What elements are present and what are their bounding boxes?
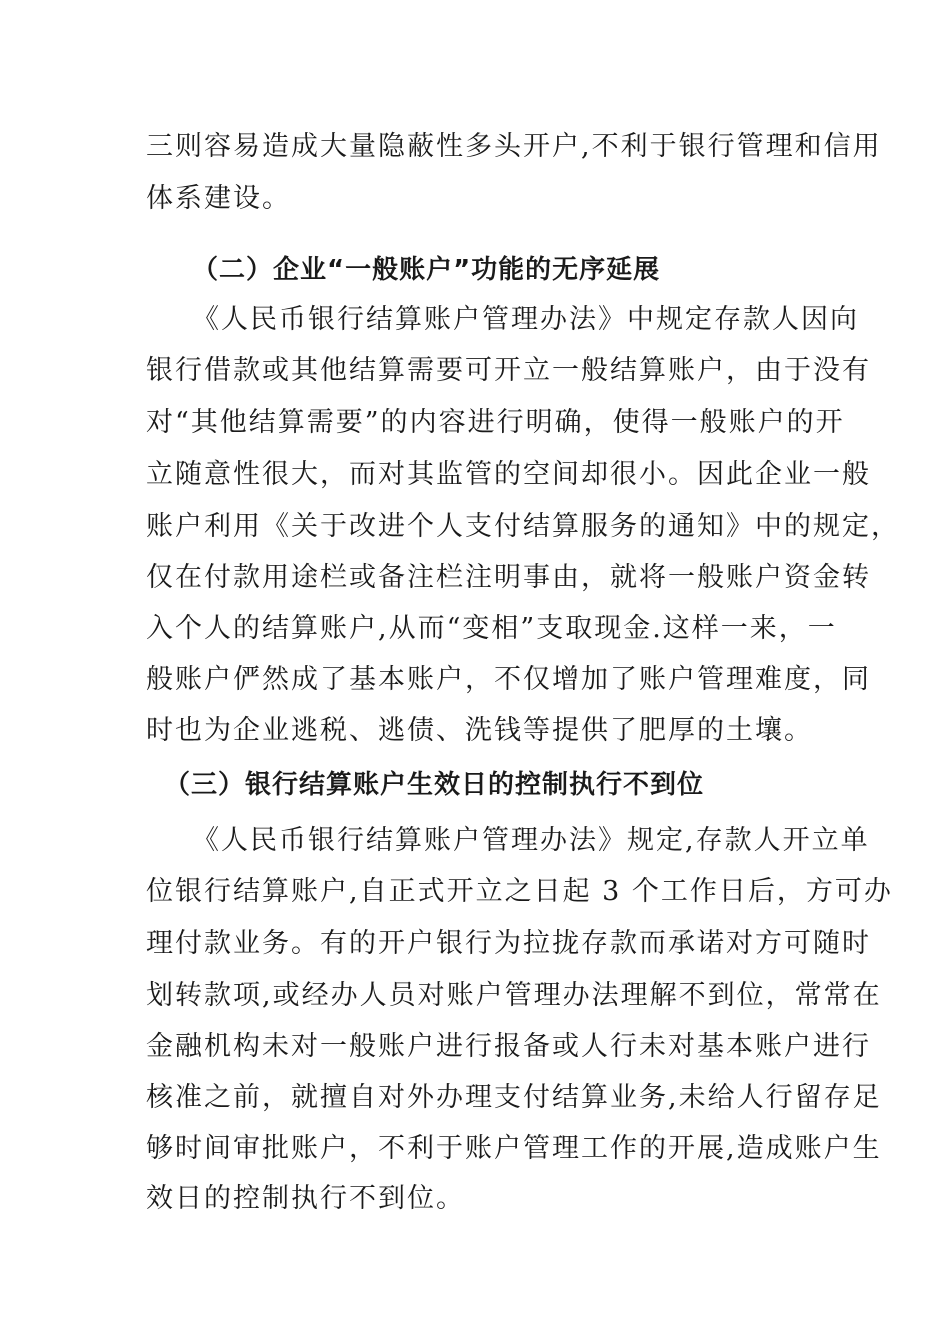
paragraph-line: 核准之前，就擅自对外办理支付结算业务,未给人行留存足 bbox=[146, 1082, 882, 1113]
paragraph-line: 三则容易造成大量隐蔽性多头开户,不利于银行管理和信用 bbox=[146, 131, 882, 162]
paragraph-line: 银行借款或其他结算需要可开立一般结算账户，由于没有 bbox=[146, 355, 871, 386]
paragraph-line: 《人民币银行结算账户管理办法》规定,存款人开立单 bbox=[192, 825, 870, 856]
paragraph-line: 划转款项,或经办人员对账户管理办法理解不到位，常常在 bbox=[146, 980, 882, 1011]
paragraph-line: 效日的控制执行不到位。 bbox=[146, 1183, 465, 1214]
paragraph-line: 仅在付款用途栏或备注栏注明事由，就将一般账户资金转 bbox=[146, 562, 871, 593]
paragraph-line: 时也为企业逃税、逃债、洗钱等提供了肥厚的土壤。 bbox=[146, 715, 813, 746]
paragraph-line: 位银行结算账户,自正式开立之日起 3 个工作日后，方可办 bbox=[146, 876, 893, 907]
paragraph-line: 理付款业务。有的开户银行为拉拢存款而承诺对方可随时 bbox=[146, 928, 871, 959]
section-heading-2: （二）企业“一般账户”功能的无序延展 bbox=[192, 255, 661, 285]
paragraph-line: 账户利用《关于改进个人支付结算服务的通知》中的规定， bbox=[146, 511, 900, 542]
paragraph-line: 入个人的结算账户,从而“变相”支取现金.这样一来，一 bbox=[146, 613, 837, 644]
paragraph-line: 般账户俨然成了基本账户，不仅增加了账户管理难度，同 bbox=[146, 664, 871, 695]
paragraph-line: 《人民币银行结算账户管理办法》中规定存款人因向 bbox=[192, 304, 859, 335]
paragraph-line: 立随意性很大，而对其监管的空间却很小。因此企业一般 bbox=[146, 459, 871, 490]
paragraph-line: 够时间审批账户，不利于账户管理工作的开展,造成账户生 bbox=[146, 1133, 882, 1164]
section-heading-3: （三）银行结算账户生效日的控制执行不到位 bbox=[164, 770, 705, 800]
paragraph-line: 对“其他结算需要”的内容进行明确，使得一般账户的开 bbox=[146, 407, 845, 438]
paragraph-line: 金融机构未对一般账户进行报备或人行未对基本账户进行 bbox=[146, 1031, 871, 1062]
paragraph-line: 体系建设。 bbox=[146, 183, 291, 214]
